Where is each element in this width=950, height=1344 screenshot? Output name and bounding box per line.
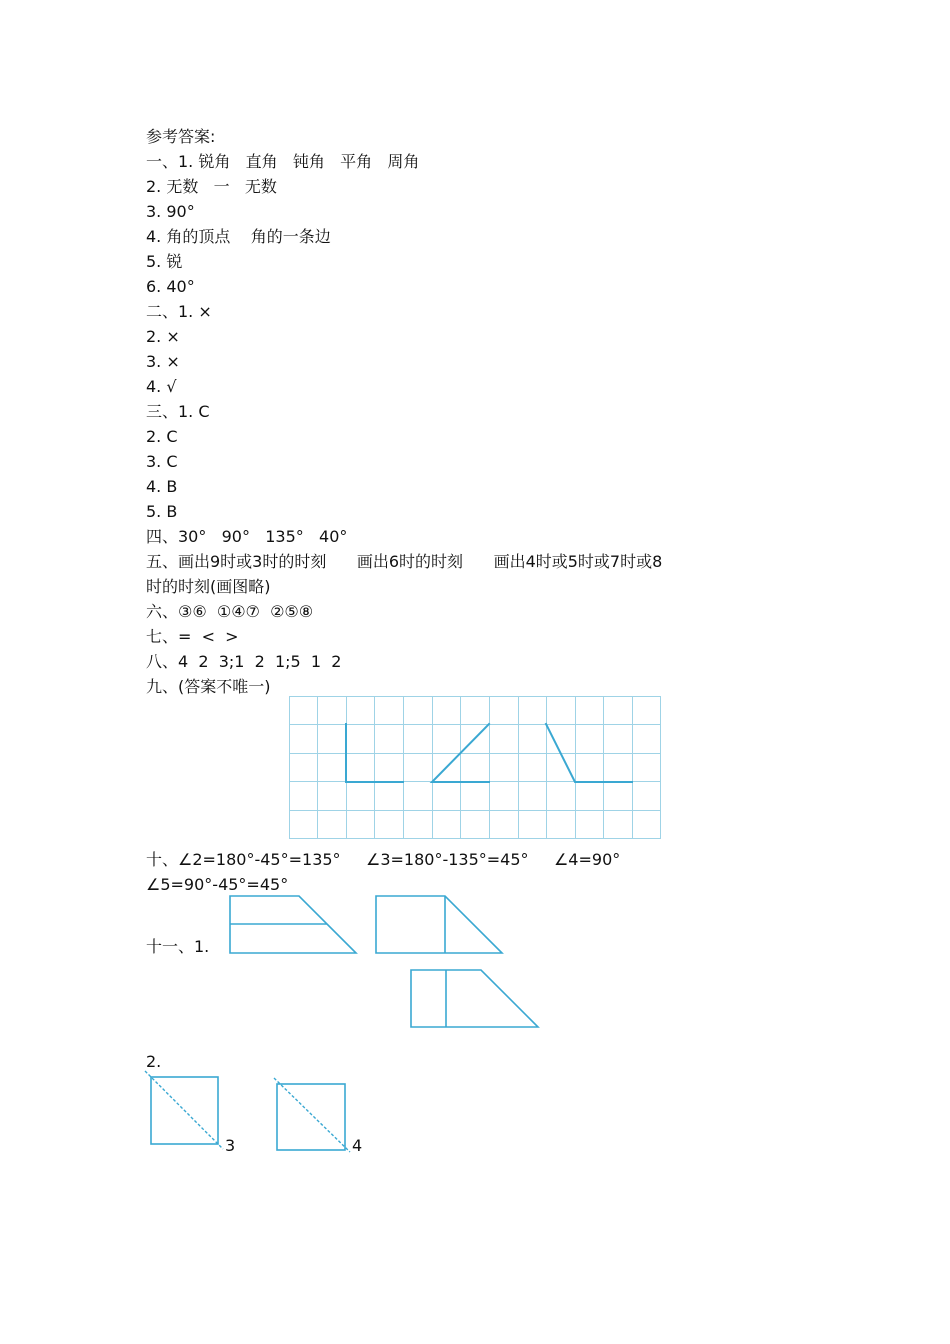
- cut-label: 4: [352, 1136, 363, 1155]
- trapezoid-figure-1: [229, 895, 359, 955]
- answer-line: 2. C: [146, 427, 178, 446]
- answer-line: 八、4 2 3;1 2 1;5 1 2: [146, 652, 342, 671]
- answer-line: 一、1. 锐角 直角 钝角 平角 周角: [146, 152, 420, 171]
- answer-line: 3. ×: [146, 352, 180, 371]
- answer-line: 5. B: [146, 502, 178, 521]
- answer-line: 五、画出9时或3时的时刻 画出6时的时刻 画出4时或5时或7时或8: [146, 552, 663, 571]
- answer-line: 4. B: [146, 477, 178, 496]
- trapezoid-figure-2: [375, 895, 505, 955]
- answer-line: 十、∠2=180°-45°=135° ∠3=180°-135°=45° ∠4=90°: [146, 850, 621, 869]
- section-11-label: 十一、1.: [146, 937, 210, 956]
- answer-line: 3. 90°: [146, 202, 195, 221]
- answer-line: 三、1. C: [146, 402, 210, 421]
- answer-line: 二、1. ×: [146, 302, 212, 321]
- answer-line: 3. C: [146, 452, 178, 471]
- answer-line: 4. √: [146, 377, 177, 396]
- trapezoid-figure-3: [410, 969, 542, 1029]
- answer-line: 六、③⑥ ①④⑦ ②⑤⑧: [146, 602, 314, 621]
- square-cut-figure-2: [270, 1077, 352, 1153]
- answer-line: 5. 锐: [146, 252, 183, 271]
- square-cut-figure-1: [143, 1070, 225, 1152]
- answer-line: 四、30° 90° 135° 40°: [146, 527, 348, 546]
- answer-title: 参考答案:: [146, 127, 216, 146]
- answer-line: 4. 角的顶点 角的一条边: [146, 227, 331, 246]
- cut-label: 3: [225, 1136, 236, 1155]
- answer-line: 2. 无数 一 无数: [146, 177, 277, 196]
- angle-grid-figure: [289, 696, 661, 839]
- answer-line: 九、(答案不唯一): [146, 677, 271, 696]
- answer-line: 2. ×: [146, 327, 180, 346]
- answer-line: 时的时刻(画图略): [146, 577, 271, 596]
- answer-line: ∠5=90°-45°=45°: [146, 875, 289, 894]
- answer-line: 6. 40°: [146, 277, 195, 296]
- section-11-2-label: 2.: [146, 1052, 162, 1071]
- answer-line: 七、= < >: [146, 627, 239, 646]
